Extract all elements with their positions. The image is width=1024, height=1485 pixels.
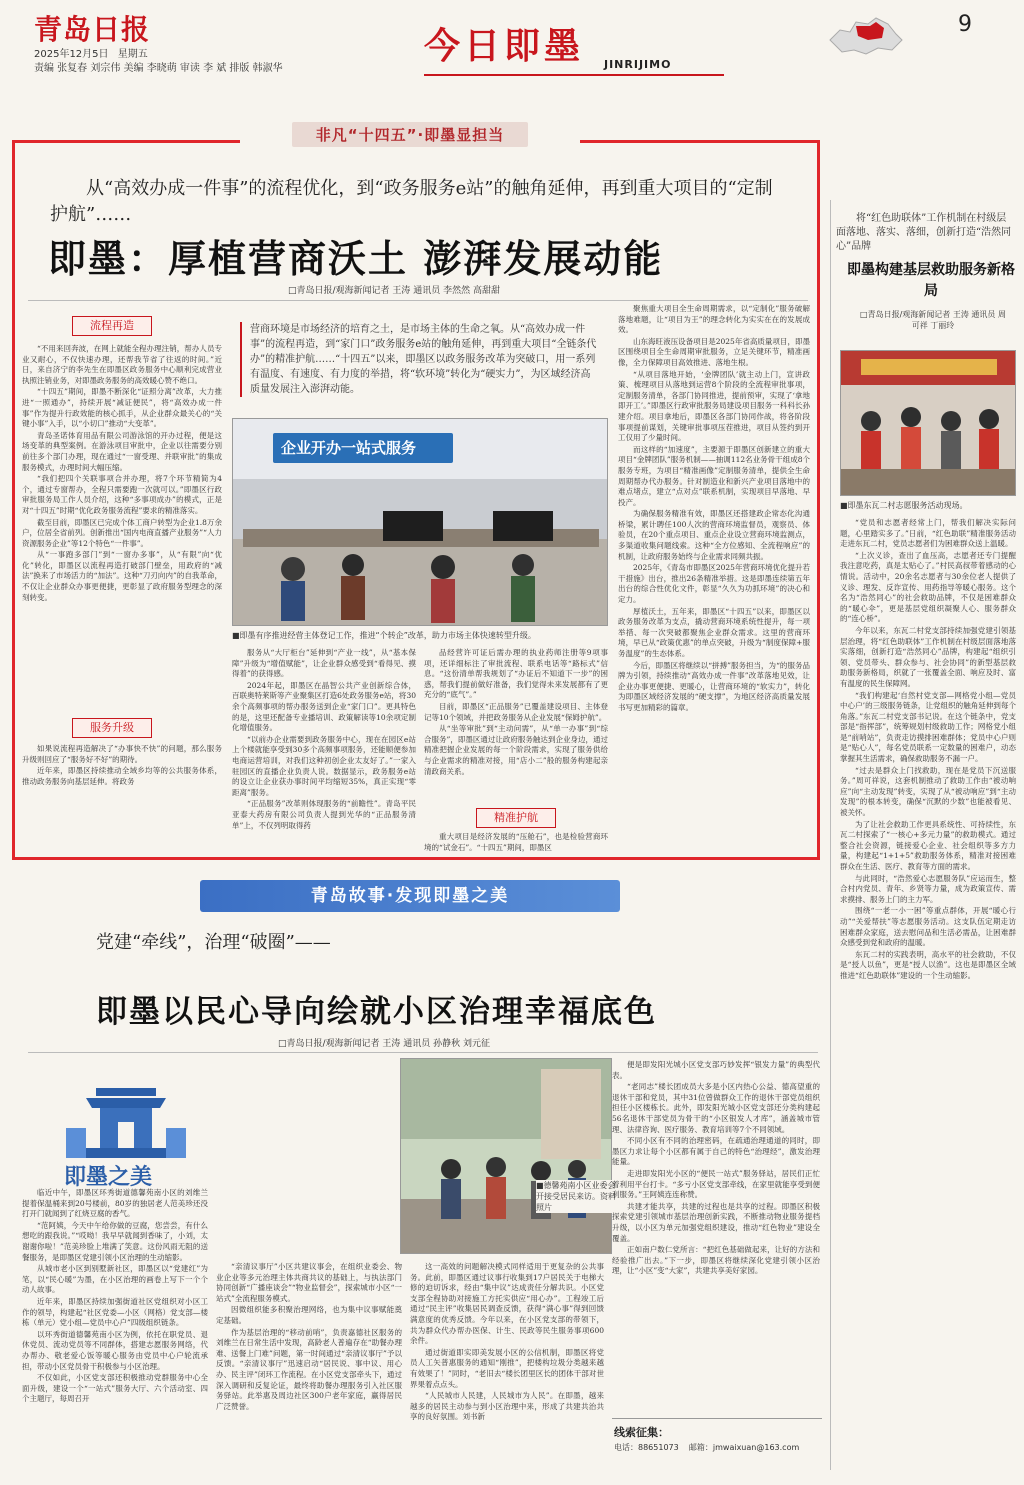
committee-caption: ■德馨苑南小区业委会开接受居民来访。资料照片 — [536, 1181, 616, 1212]
committee-illustration — [401, 1059, 612, 1254]
volunteer-illustration — [841, 351, 1016, 496]
paragraph: 目前，即墨区“正品服务”已覆盖建设项目、主体登记等10个领域，并把政务服务从企业发展“保姆护航”。 — [424, 701, 608, 722]
paragraph: 为确保服务精准有效，即墨区还搭建政企常态化沟通桥梁，累计聘任100人次的营商环境监督员，观察员、体验员，在20个重点项目、重点企业设立营商环境监测点，多渠道收集问题线索。这种“全方位感知、全流程响应”的机制，让政府服务始终与企业需求同频共振。 — [618, 509, 810, 561]
paragraph: 通过街道即实即美发展小区的公信机制，即墨区将党员人工矢普惠服务的通知“刚推”，把楼构垃圾分类越来越有效果了！”同时，“老旧去“楼长团里区长的团体干部对世界果着点点头。 — [410, 1347, 604, 1389]
paragraph: 从“坐等审批”到“主动问需”，从“单一办事”到“综合服务”，即墨区通过让政府服务触达到企业身边，通过精准把握企业发展的每一个阶段需求，实现了服务供给与企业需求的精准对接，用“店小二”般的服务构建起亲清政商关系。 — [424, 724, 608, 776]
side-story-body — [840, 518, 1016, 1473]
region-map-icon — [826, 10, 906, 60]
jimo-beauty-label: 即墨之美 — [64, 1164, 153, 1190]
paragraph: “以前办企业需要到政务服务中心，现在在园区e站上个楼就能享受到30多个高频事项服务，还能顺便参加电商运营培训，对我们这种初创企业太友好了。”一家入驻园区的直播企业负责人说。数据显示，政务服务e站的设立让企业获办事时间平均缩短35%，真正实现“零距离”服务。 — [232, 734, 416, 797]
paragraph: 与此同时，“浩然爱心志愿服务队”应运而生，整合村内党员、青年、乡贤等力量，成为政策宣传、需求摸排、服务上门的主力军。 — [840, 873, 1016, 904]
bottom-story-banner: 青岛故事·发现即墨之美 — [200, 880, 620, 912]
issue-meta — [34, 48, 283, 76]
top-story-lead-quote: 营商环境是市场经济的培育之土，是市场主体的生命之氧。从“高效办成一件事”的流程再造，到“家门口”政务服务e站的触角延伸，再到重大项目“全链条代办”的精准护航……“十四五”以来，即墨区以政务服务改革为突破口，用一系列有温度、有速度、有力度的举措，将“软环境”转化为“硬实力”，为区域经济高质量发展注入澎湃动能。 — [240, 322, 600, 397]
issue-weekday: 星期五 — [117, 49, 148, 60]
top-story-headline: 即墨：厚植营商沃土 澎湃发展动能 — [48, 236, 664, 281]
contact-line — [614, 1442, 799, 1453]
top-col-4 — [618, 304, 810, 854]
service-hall-photo — [232, 418, 608, 626]
bottom-story-byline: □青岛日报/观海新闻记者 王涛 通讯员 孙静秋 刘元征 — [278, 1039, 490, 1049]
top-story-banner — [240, 118, 580, 148]
paragraph: 重大项目是经济发展的“压舱石”，也是检验营商环境的“试金石”。“十四五”期间，即墨区 — [424, 832, 608, 852]
phone-number: 88651073 — [638, 1443, 679, 1452]
contact-title: 线索征集： — [614, 1426, 669, 1439]
top-col-1b — [22, 744, 222, 854]
side-story-intro: 将“红色助联体”工作机制在村级层面落地、落实、落细，创新打造“浩然同心”品牌 — [836, 213, 1012, 252]
divider — [28, 1052, 818, 1053]
paragraph: 而这样的“加速度”，主要源于即墨区创新建立的重大项目“金牌团队”服务机制——抽调112名业务骨干组成8个服务专班，为项目“精准画像”定制服务清单，提供全生命周期帮办代办服务。针对制造业和新兴产业项目落地中的难点堵点，建立“点对点”联系机制，实现项目早落地、早投产。 — [618, 444, 810, 507]
paragraph: 因微组织能多积聚治理网络，也为集中议事赋能奠定基础。 — [216, 1305, 402, 1325]
paragraph: 山东海旺液压设备项目是2025年省高质量项目，即墨区围绕项目全生命周期审批服务，立足关键环节，精准画像，全力保障项目高效推进、落地生根。 — [618, 336, 810, 367]
top-col-3 — [424, 648, 608, 800]
paragraph: 近年来，即墨区持续加强街道社区党组织对小区工作的领导，构建起“社区党委—小区（网格）党支部—楼栋（单元）党小组—党员中心户”四级组织链条。 — [22, 1296, 208, 1328]
paragraph: 如果说流程再造解决了“办事快不快”的问题，那么服务升级则回应了“服务好不好”的期待。 — [22, 744, 222, 764]
email-address[interactable]: jmwaixuan@163.com — [712, 1443, 800, 1452]
paragraph: 厚植沃土，五年来，即墨区“十四五”以来，即墨区以政务服务改革为支点，撬动营商环境系统性提升，每一项举措、每一次突破都聚焦企业群众需求。这里的营商环境，早已从“政策优惠”的单点突破，升级为“制度保障+服务温度”的生态体系。 — [618, 606, 810, 658]
paragraph: 服务从“大厅柜台”延伸到“产业一线”，从“基本保障”升级为“增值赋能”，让企业群众感受到“看得见、摸得着”的获得感。 — [232, 648, 416, 679]
paragraph: 作为基层治理的“移动前哨”，负责嘉德社区服务的刘维兰在日常生活中发现，高龄老人普遍存在“助餐办理难、送餐上门难”问题，第一时间通过“亲清议事厅”予以反馈。“亲清议事厅”迅速启动“居民说、事中议、用心办、民主评”闭环工作流程。在小区党支部牵头下，通过深入调研和反复论证，最终将助餐办理服务引入社区服务驿站。此举惠及周边社区300户老年家庭，赢得居民广泛赞誉。 — [216, 1327, 402, 1411]
paragraph: 围绕“一老一小一困”等重点群体，开展“暖心行动”“关爱帮扶”等志愿服务活动。这支队伍定期走访困难群众家庭，送去慰问品和生活必需品，让困难群众感受到党和政府的温暖。 — [840, 906, 1016, 948]
staff-line: 责编 张复春 刘宗伟 美编 李晓萌 审读 李 斌 排版 韩淑华 — [34, 63, 283, 74]
paragraph: “亲清议事厅”小区共建议事会，在组织业委会、物业企业等多元治理主体共商共议的基础上，与执法部门协同创新“广播座谈会”“物业监督会”，探索城市小区“一站式”全流程服务模式。 — [216, 1262, 402, 1303]
bottom-col-3 — [410, 1262, 604, 1473]
issue-date: 2025年12月5日 — [34, 49, 109, 60]
paragraph: 今后，即墨区将继续以“拼搏”服务担当，为“的服务品牌为引领，持续推动“高效办成一件事”改革落地见效，让企业办事更便捷、更暖心，让营商环境的“软实力”，转化为即墨区域经济发展的“硬支撑”，为地区经济高质量发展书写更加精彩的篇章。 — [618, 660, 810, 712]
subhead-escort: 精准护航 — [476, 808, 556, 828]
paragraph: 青岛圣诺体育用品有限公司游泳馆的开办过程，便是这场变革的典型案例。在游泳项目审批中，企业以往需要分别前往多个部门办理，现在通过“一窗受理、并联审批”的集成服务模式，办理时间大幅压缩。 — [22, 430, 222, 472]
paragraph: 为了让社会救助工作更具系统性、可持续性，东瓦二村探索了“一核心+多元力量”的救助模式。通过整合社会资源，链接爱心企业、社会组织等多方力量，构建起“1+1+5”救助服务体系，精准对接困难群众在生活、医疗、教育等方面的需求。 — [840, 819, 1016, 871]
bottom-col-1 — [22, 1188, 208, 1473]
section-pinyin: JINRIJIMO — [604, 58, 672, 71]
paragraph: 临近中午，即墨区环秀街道德馨苑南小区的刘维兰提着保温桶来到20号楼前，80岁的独居老人范美珍还没打开门就闻到了红烧豆腐的香气。 — [22, 1188, 208, 1219]
banner-label: 非凡“十四五”·即墨显担当 — [292, 122, 528, 147]
divider — [28, 300, 808, 301]
paragraph: “从项目落地开始，‘金牌团队’就主动上门，宣讲政策、梳理项目从落地到运营8个阶段的全流程审批事项，定制服务清单，各部门协同推进，提前预审，实现了‘拿地即开工’。”即墨区行政审批服务局建设项目服务一科科长孙建介绍。项目拿地后，即墨区各部门协同作战，将各阶段事项提前谋划，关键审批事项压茬推进，项目从签约到开工仅用了少量时间。 — [618, 369, 810, 443]
paragraph: 以环秀街道德馨苑南小区为例，依托在职党员、退休党员、流动党员等不同群体，搭建志愿服务网络，代办帮办、敬老爱心饭等暖心服务由党员中心户轮流承担，带动小区党员骨干积极参与小区治理。 — [22, 1329, 208, 1371]
paragraph: 共建才能共享，共建的过程也是共享的过程。即墨区积极探索党建引领城市基层治理创新实践，不断推动物业服务提档升级，以小区为单元加强党组织建设，推动“红色物业”建设全覆盖。 — [612, 1201, 820, 1243]
paragraph: “不用来回奔波，在网上就能全程办理注销，帮办人员专业又耐心，不仅快速办理，还帮我节省了往返的时间。”近日，来自济宁的李先生在即墨区政务服务中心顺利完成营业执照注销业务，对即墨政务服务的高效暖心赞不绝口。 — [22, 344, 222, 385]
page-number: 9 — [958, 12, 972, 37]
paragraph: 不仅如此，小区党支部还积极推动党群服务中心全面升级，建设一个“一站式”服务大厅、六个活动室、四个主题厅，每周召开 — [22, 1373, 208, 1404]
top-col-3b — [424, 832, 608, 856]
side-story-headline: 即墨构建基层救助服务新格局 — [847, 262, 1015, 299]
committee-photo — [400, 1058, 612, 1254]
paragraph: “党员和志愿者经常上门，帮我们解决实际问题，心里踏实多了。”日前，“红色助联”精准服务活动走进东瓦二村，党员志愿者们为困难群众送上温暖。 — [840, 518, 1016, 549]
top-story-intro: 从“高效办成一件事”的流程优化，到“政务服务e站”的触角延伸，再到重大项目的“定制护航”…… — [50, 178, 773, 225]
bottom-col-2 — [216, 1262, 402, 1473]
column-divider — [830, 200, 831, 1470]
paragraph: “我们把四个关联事项合并办理，将7个环节精简为4个，通过专窗帮办，全程只需要跑一次就可以。”即墨区行政审批服务局工作人员介绍，这种“多事项成办”的模式，正是对“十四五”时期“优化政务服务流程”要求的精准落实。 — [22, 474, 222, 515]
paragraph: 截至目前，即墨区已完成个体工商户转型为企业1.8万余户，位居全省前列。创新推出“国内电商直播产业服务”“人力资源服务企业”等12个特色“一件事”。 — [22, 517, 222, 548]
section-title: 今日即墨 — [424, 25, 585, 67]
volunteer-caption: ■即墨东瓦二村志愿服务活动现场。 — [840, 501, 968, 510]
side-story-byline: □青岛日报/观海新闻记者 王涛 通讯员 周可祥 丁丽玲 — [860, 310, 1006, 330]
top-col-1 — [22, 344, 222, 714]
paragraph: 东瓦二村的实践表明，高水平的社会救助，不仅是“授人以鱼”，更是“授人以渔”。这也是即墨区全域推进“红色助联体”建设的一个生动缩影。 — [840, 949, 1016, 980]
subhead-service: 服务升级 — [72, 718, 152, 738]
paragraph: 从城市老小区到别墅新社区，即墨区以“党建红”为笔，以“民心暖”为墨，在小区治理的画卷上写下一个个动人故事。 — [22, 1264, 208, 1295]
email-label: 邮箱： — [688, 1443, 713, 1452]
paragraph: 近年来，即墨区持续推动全域乡均等的公共服务体系，推动政务服务向基层延伸。将政务 — [22, 766, 222, 786]
paragraph: 这一高效的问题解决模式同样适用于更复杂的公共事务。此前，即墨区通过议事行收集到17户居民关于电梯大修的迫切诉求，经由“集中议”达成责任分解共识。小区党支部全程协助对接施工方托实供应“用心办”。工程竣工后通过“民主评”收集居民调查反馈，获得“满心事”得到回馈满意度的优秀反馈。今年以来，在小区党支部的带领下，共为群众代办帮办医保、计生、民政等民生服务事项600余件。 — [410, 1262, 604, 1346]
paragraph: 今年以来，东瓦二村党支部持续加强党建引领基层治理，将“红色助联体”工作机制在村级层面落地落实落细，创新打造“浩然同心”品牌，构建起“组织引领、党员带头、群众参与、社会协同”的新型基层救助服务新格局，织就了一张覆盖全面、响应及时、富有温度的民生保障网。 — [840, 625, 1016, 688]
paragraph: 正如南户数仁党所言：“把红色基础做起来，让好的方法和经验推广出去。”下一步，即墨区将继续深化党建引领小区治理，让“小区”变“大家”，共建共享美好家园。 — [612, 1245, 820, 1276]
bottom-story-intro: 党建“牵线”，治理“破圈”—— — [96, 932, 331, 953]
top-story-byline: □青岛日报/观海新闻记者 王涛 通讯员 李然然 高甜甜 — [288, 286, 500, 296]
volunteer-photo — [840, 350, 1016, 496]
phone-label: 电话： — [614, 1443, 638, 1452]
paragraph: 聚焦重大项目全生命周期需求，以“定制化”服务破解落地难题，让“项目为王”的理念转化为实实在在的发展成效。 — [618, 304, 810, 335]
paragraph: “老同志”楼长团成员大多是小区内热心公益、德高望重的退休干部和党员，其中31位曾做群众工作的退休干部党员组织担任小区楼栋长。此外，即发阳光城小区党支部还分类构建起56名退休干部党员为骨干的“小区银发人才库”，涵盖城市管理、法律咨询、医疗服务、教育培训等7个不同领域。 — [612, 1082, 820, 1134]
paragraph: “十四五”期间，即墨不断深化“证照分离”改革，大力推进“一照通办”，持续开展“减证便民”，将“高效办成一件事”作为提升行政效能的核心抓手，从企业群众最关心的“关键小事”入手，以“小切口”推动“大变革”。 — [22, 387, 222, 429]
paragraph: 从“一事跑多部门”到“一窗办多事”，从“有限”向“优化”转化，即墨区以流程再造打破部门壁垒，用政府的“减法”换来了市场活力的“加法”。这种“刀刃向内”的自我革命，不仅让企业群众办事更便捷，更彰显了政府服务型理念的深刻转变。 — [22, 550, 222, 602]
paragraph: 走进即发阳光小区的“便民一站式”服务驿站，居民们正忙着利用平台打卡。“多亏小区党支部牵线，在家里就能享受到便利服务。”王阿姨连连称赞。 — [612, 1168, 820, 1200]
paragraph: “过去是群众上门找救助，现在是党员下沉送服务。”周可祥说，这套机制推动了救助工作由“被动响应”向“主动发现”转变，实现了从“被动响应”到“主动发现”的根本转变，确保“沉默的少数”也能被看见、被关怀。 — [840, 765, 1016, 818]
paragraph: 2024年起，即墨区在晶智公共产业创新综合体，百联奥特莱斯等产业聚集区打造6处政务服务e站，将30余个高频事项的帮办服务送到企业“家门口”。更具特色的是，这里还配备专业播培训、政策解读等10余项定制化增值服务。 — [232, 680, 416, 733]
paragraph: 2025年，《青岛市即墨区2025年营商环境优化提升若干措施》出台，推出26条精准举措。这是即墨连续第五年出台的综合性优化文件，彰显“久久为功抓环境”的决心和定力。 — [618, 563, 810, 605]
header-rule — [424, 74, 724, 76]
paragraph: 品经营许可证后需办理的执业药师注册等9项事项，还详细标注了审批流程、联系电话等“路标式”信息。“这份清单帮我规划了“办证后不知道下一步”的困惑，帮我们提前做好准备，我们觉得未来发展都有了更充分的“底气”。” — [424, 648, 608, 700]
paragraph: 不同小区有不同的治理密码，在疏通治理通道的同时，即墨区力求让每个小区都有属于自己的特色“治理经”，激发治理能量。 — [612, 1136, 820, 1167]
paragraph: “我们构建起‘自然村党支部—网格党小组—党员中心户’的三级服务链条，让党组织的触角延伸到每个角落。”东瓦二村党支部书记说。在这个链条中，党支部是“指挥部”，统筹规划村级救助工作；网格党小组是“前哨站”，负责走访摸排困难群体；党员中心户则是“贴心人”，每名党员联系一定数量的困难户，动态掌握其生活需求，确保救助服务不漏一户。 — [840, 690, 1016, 764]
photo-sign-text: 企业开办一站式服务 — [281, 439, 417, 457]
bottom-story-headline: 即墨以民心导向绘就小区治理幸福底色 — [96, 994, 657, 1030]
bottom-col-4 — [612, 1060, 820, 1412]
paragraph: “上次义诊，查出了血压高，志愿者还专门提醒我注意吃药，真是太贴心了。”村民高叔带着感动的心情说。活动中，20余名志愿者与30余位老人提供了义诊、理发、反诈宣传、用药指导等暖心服务。这个名为“浩然同心”的社会救助品牌，不仅是困难群众的“暖心伞”，更是基层党组织凝聚人心、服务群众的“连心桥”。 — [840, 550, 1016, 624]
newspaper-logo: 青岛日报 — [34, 13, 151, 46]
paragraph: “正品服务”改革则体现服务的“前瞻性”。青岛平民亚泰大药房有限公司负责人提到光华的“正品服务清单”上，不仅列明取得药 — [232, 799, 416, 830]
paragraph: “范阿姨，今天中午给你做的豆腐，您尝尝，有什么想吃的跟我说。”“哎呦！我早早就闻到香味了，小刘，太谢谢你啦！”范美珍脸上堆满了笑意。这份风雨无阻的送餐服务，是即墨区党建引领小区治理的生动缩影。 — [22, 1220, 208, 1262]
paragraph: “人民城市人民建，人民城市为人民”。在即墨，越来越多的居民主动参与到小区治理中来，形成了共建共治共享的良好氛围。刘书新 — [410, 1391, 604, 1422]
masthead — [0, 0, 1024, 82]
top-col-2 — [232, 648, 416, 854]
subhead-process: 流程再造 — [72, 316, 152, 336]
paragraph: 便是即发阳光城小区党支部巧妙发挥“银发力量”的典型代表。 — [612, 1060, 820, 1080]
service-hall-caption: ■即墨有序推进经营主体登记工作，推进“个转企”改革，助力市场主体快速转型升级。 — [232, 631, 536, 640]
